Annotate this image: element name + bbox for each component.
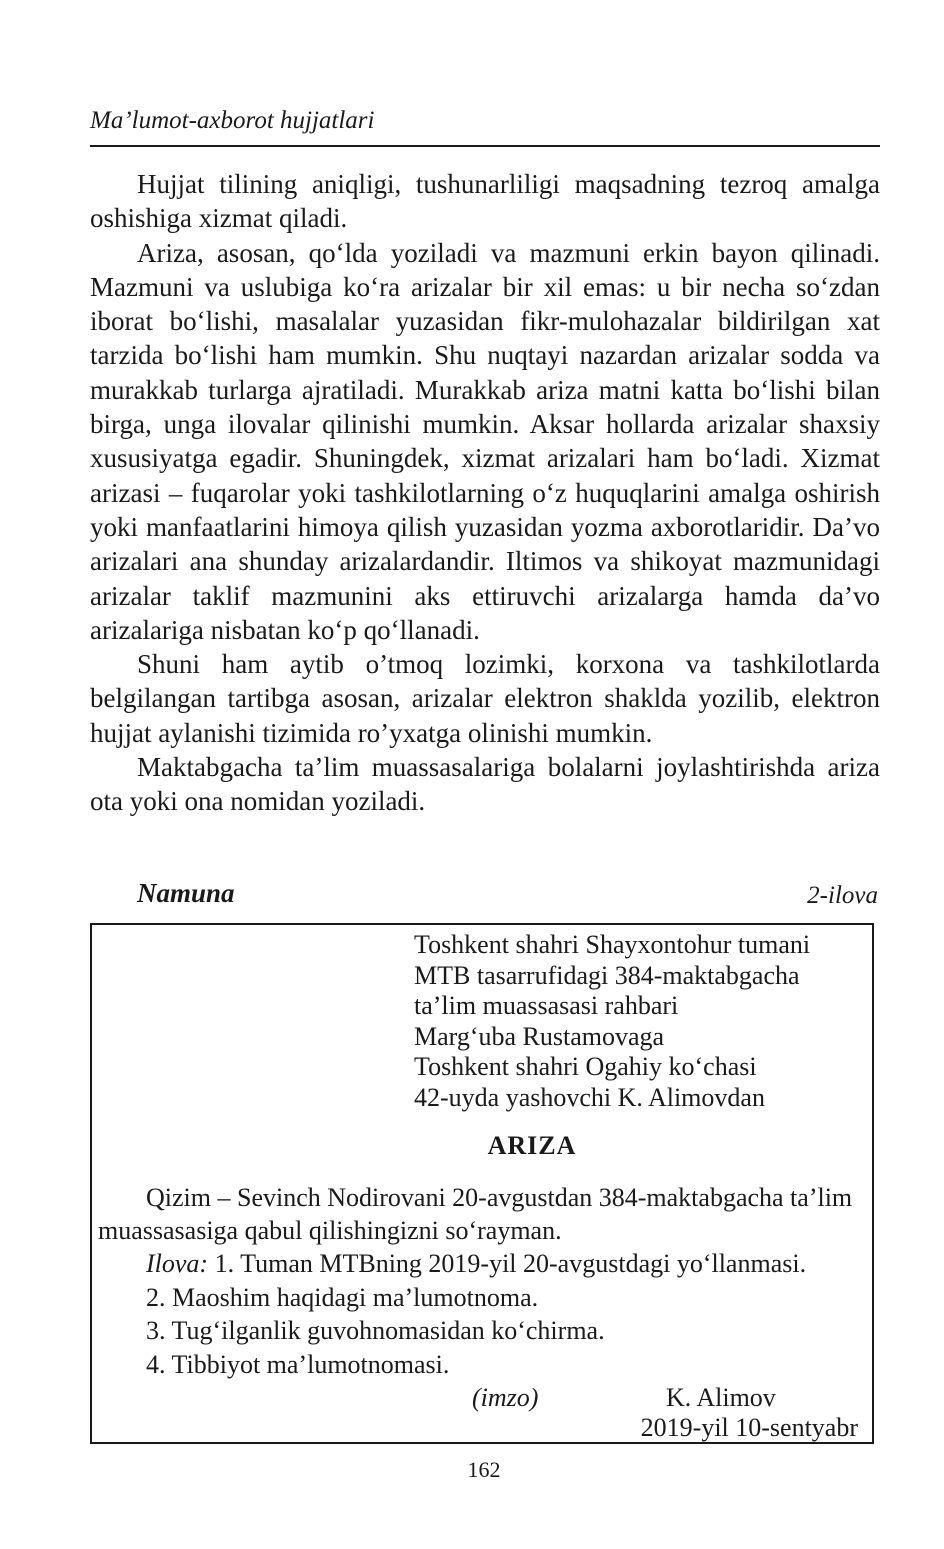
attachment-item: 2. Maoshim haqidagi ma’lumotnoma. (146, 1282, 539, 1312)
addressee-line: Toshkent shahri Shayxontohur tumani (414, 930, 811, 959)
paragraph: Shuni ham aytib o’tmoq lozimki, korxona va tashkilotlarda belgilangan tartibga asosan, arizalar elektron shaklda yozilib, elektron hujjat aylanishi tizimida ro’yxatga olinishi mumkin. (90, 649, 880, 748)
header-rule (90, 145, 880, 147)
page-number: 162 (467, 1457, 501, 1482)
signature-label: (imzo) (472, 1383, 539, 1412)
attachments-list (146, 1247, 866, 1381)
addressee-line: ta’lim muassasasi rahbari (414, 991, 679, 1020)
attachment-item: 3. Tug‘ilganlik guvohnomasidan ko‘chirma. (146, 1316, 605, 1345)
request-paragraph: Qizim – Sevinch Nodirovani 20-avgustdan 384-maktabgacha ta’lim muassasasiga qabul qilishingizni so‘rayman. (98, 1183, 853, 1245)
attachment-item (146, 1247, 866, 1281)
attachment-text: 1. Tuman MTBning 2019-yil 20-avgustdagi yo‘llanmasi. (214, 1249, 807, 1278)
application-title: ARIZA (487, 1131, 577, 1160)
signer-name: K. Alimov (666, 1383, 776, 1412)
addressee-line: 42-uyda yashovchi K. Alimovdan (414, 1082, 765, 1112)
attachments-label: Ilova: (146, 1249, 209, 1278)
appendix-reference: 2-ilova (807, 882, 878, 909)
addressee-line: MTB tasarrufidagi 384-maktabgacha (414, 960, 800, 990)
body-text (90, 167, 880, 819)
sample-label: Namuna (137, 878, 235, 908)
paragraph: Hujjat tilining aniqligi, tushunarliligi maqsadning tezroq amalga oshishiga xizmat qiladi. (90, 169, 880, 234)
paragraph: Ariza, asosan, qo‘lda yoziladi va mazmuni erkin bayon qilinadi. Mazmuni va uslubiga ko‘ra arizalar bir xil emas: u bir necha so‘zdan iborat bo‘lishi, masalalar yuzasidan fikr-mulohazalar bildirilgan xat tarzida bo‘lishi ham mumkin. Shu nuqtayi nazardan arizalar sodda va murakkab turlarga ajratiladi. Murakkab ariza matni katta bo‘lishi bilan birga, unga ilovalar qilinishi mumkin. Aksar hollarda arizalar shaxsiy xususiyatga egadir. Shuningdek, xizmat arizalari ham bo‘ladi. Xizmat arizasi – fuqarolar yoki tashkilotlarning o‘z huquqlarini amalga oshirish yoki manfaatlarini himoya qilish yuzasidan yozma axborotlaridir. Da’vo arizalari ana shunday arizalardandir. Iltimos va shikoyat mazmunidagi arizalar taklif mazmunini aks ettiruvchi arizalarga hamda da’vo arizalariga nisbatan ko‘p qo‘llanadi. (90, 237, 880, 645)
sample-application-box (90, 923, 874, 1444)
attachment-item: 4. Tibbiyot ma’lumotnomasi. (146, 1349, 450, 1379)
addressee-line: Marg‘uba Rustamovaga (414, 1021, 665, 1051)
running-header: Ma’lumot-axborot hujjatlari (90, 107, 375, 134)
paragraph: Maktabgacha ta’lim muassasalariga bolalarni joylashtirishda ariza ota yoki ona nomidan yoziladi. (90, 752, 880, 817)
signature-date: 2019-yil 10-sentyabr (640, 1413, 858, 1442)
request-text (98, 1181, 868, 1247)
addressee-line: Toshkent shahri Ogahiy ko‘chasi (414, 1052, 757, 1081)
addressee-block (414, 930, 810, 1113)
